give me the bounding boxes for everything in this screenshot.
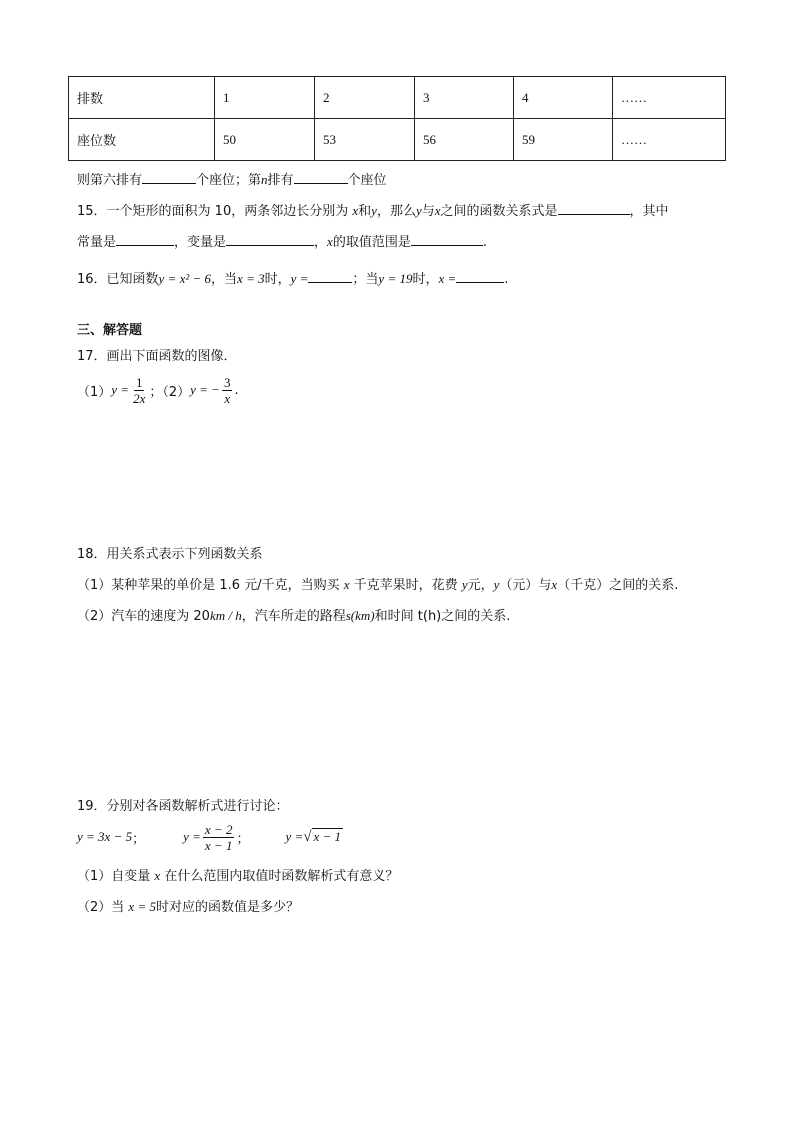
q17-label: . — [234, 382, 239, 398]
q15-line2 — [77, 231, 487, 250]
fraction — [222, 375, 233, 406]
q18-text: （2）汽车的速度为 20 — [77, 609, 210, 624]
table-cell: 53 — [315, 119, 415, 161]
table-cell: 59 — [514, 119, 613, 161]
separator: ； — [236, 831, 250, 847]
q19-part1 — [77, 865, 398, 884]
q19-text: （2）当 — [77, 900, 125, 915]
fraction-numerator: 1 — [135, 374, 143, 390]
q15-line1 — [77, 200, 669, 219]
answer-blank — [294, 171, 348, 184]
table-cell: 4 — [514, 77, 613, 119]
var-y: y — [371, 203, 377, 218]
section-title: 三、解答题 — [77, 323, 143, 338]
q15-text: 的取值范围是 — [332, 235, 411, 250]
var-y: y — [461, 577, 468, 592]
q14-text: 则第六排有 — [77, 173, 143, 188]
q16-text: ；当 — [352, 272, 379, 287]
q18-title: 18．用关系式表示下列函数关系 — [77, 547, 263, 562]
sqrt-expression — [303, 829, 343, 846]
formula: y = 3x − 5 — [77, 829, 133, 844]
q19-text: 时对应的函数值是多少？ — [155, 900, 299, 915]
q19-condition: x = 5 — [128, 899, 156, 914]
answer-blank — [116, 233, 174, 246]
q15-text: ，那么 — [376, 204, 416, 219]
q18-text: 和时间 t(h)之间的关系. — [374, 609, 511, 624]
q15-text: 常量是 — [77, 235, 117, 250]
var-x: x — [327, 234, 333, 249]
q16-text: . — [504, 272, 509, 287]
q16-condition: y = 19 — [378, 271, 413, 286]
fraction-numerator: x − 2 — [204, 821, 233, 837]
answer-blank — [308, 270, 352, 283]
table-cell: 2 — [315, 77, 415, 119]
q16-text: 时， — [264, 272, 291, 287]
table-cell: 座位数 — [69, 119, 215, 161]
fraction-denominator: 2x — [133, 390, 146, 406]
q18-text: （千克）之间的关系. — [557, 578, 679, 593]
q16-text: ，当 — [211, 272, 238, 287]
var-x: x — [434, 203, 441, 218]
table-cell: 1 — [215, 77, 315, 119]
q14-text: 排有 — [267, 173, 294, 188]
table-cell: 排数 — [69, 77, 215, 119]
answer-blank — [411, 233, 483, 246]
fraction-denominator: x — [224, 390, 231, 406]
answer-blank — [142, 171, 196, 184]
q15-text: 之间的函数关系式是 — [440, 204, 558, 219]
q15-text: ，其中 — [629, 204, 669, 219]
fraction-numerator: 3 — [223, 374, 231, 390]
formula-lhs: y = — [285, 829, 304, 844]
q15-text: 和 — [358, 204, 372, 219]
var-s: s(km) — [345, 608, 375, 623]
answer-blank — [558, 202, 630, 215]
q19-part2 — [77, 896, 299, 915]
fraction — [203, 822, 235, 853]
unit: km / h — [209, 608, 242, 623]
q19-text: （1）自变量 — [77, 869, 151, 884]
q16-text: 16．已知函数 — [77, 272, 159, 287]
q18-text: （1）某种苹果的单价是 1.6 元/千克，当购买 — [77, 578, 340, 593]
q15-text: 15．一个矩形的面积为 10，两条邻边长分别为 — [77, 204, 349, 219]
table-cell: 3 — [415, 77, 514, 119]
q16-line — [77, 268, 508, 287]
table-cell: …… — [613, 77, 726, 119]
var-y: y — [493, 577, 500, 592]
q18-part2 — [77, 605, 510, 624]
q16-condition: x = 3 — [237, 271, 265, 286]
q16-formula: y = x² − 6 — [158, 271, 212, 286]
q17-label: （1） — [77, 384, 112, 400]
q14-text: 个座位 — [347, 173, 387, 188]
q15-text: . — [482, 235, 487, 250]
q19-text: 在什么范围内取值时函数解析式有意义？ — [164, 869, 399, 884]
q14-text: 个座位；第 — [196, 173, 262, 188]
q15-text: 与 — [421, 204, 435, 219]
seat-table — [68, 76, 726, 161]
answer-blank — [456, 270, 504, 283]
radicand: x − 1 — [313, 828, 342, 844]
var-x: x — [154, 868, 161, 883]
q16-text: 时， — [412, 272, 439, 287]
q14-line — [77, 169, 387, 188]
q18-text: 千克苹果时，花费 — [353, 578, 458, 593]
formula-lhs: y = − — [190, 382, 220, 397]
table-cell: 56 — [415, 119, 514, 161]
var-x: x — [352, 203, 359, 218]
q16-answer-label: y = — [290, 271, 309, 286]
formula-lhs: y = — [111, 382, 130, 397]
q19-formulas — [77, 818, 343, 856]
separator: ； — [132, 831, 146, 847]
var-y: y — [415, 203, 422, 218]
formula-lhs: y = — [183, 829, 201, 844]
var-x: x — [551, 577, 558, 592]
q15-text: ，变量是 — [174, 235, 227, 250]
fraction — [131, 375, 147, 406]
q19-title: 19．分别对各函数解析式进行讨论： — [77, 799, 289, 814]
q16-answer-label: x = — [438, 271, 457, 286]
answer-blank — [226, 233, 314, 246]
table-cell: …… — [613, 119, 726, 161]
q18-text: 元， — [467, 578, 494, 593]
q15-text: ， — [314, 235, 328, 250]
q18-text: ，汽车所走的路程 — [241, 609, 346, 624]
table-cell: 50 — [215, 119, 315, 161]
radical-sign: √ — [303, 828, 312, 845]
q17-title: 17．画出下面函数的图像． — [77, 349, 237, 364]
table-row — [69, 119, 726, 161]
q18-text: （元）与 — [499, 578, 552, 593]
table-row — [69, 77, 726, 119]
fraction-denominator: x − 1 — [204, 837, 233, 853]
q18-part1 — [77, 574, 678, 593]
q17-formulas — [77, 372, 239, 408]
var-n: n — [261, 172, 268, 187]
q17-label: ；（2） — [149, 384, 191, 400]
var-x: x — [343, 577, 350, 592]
